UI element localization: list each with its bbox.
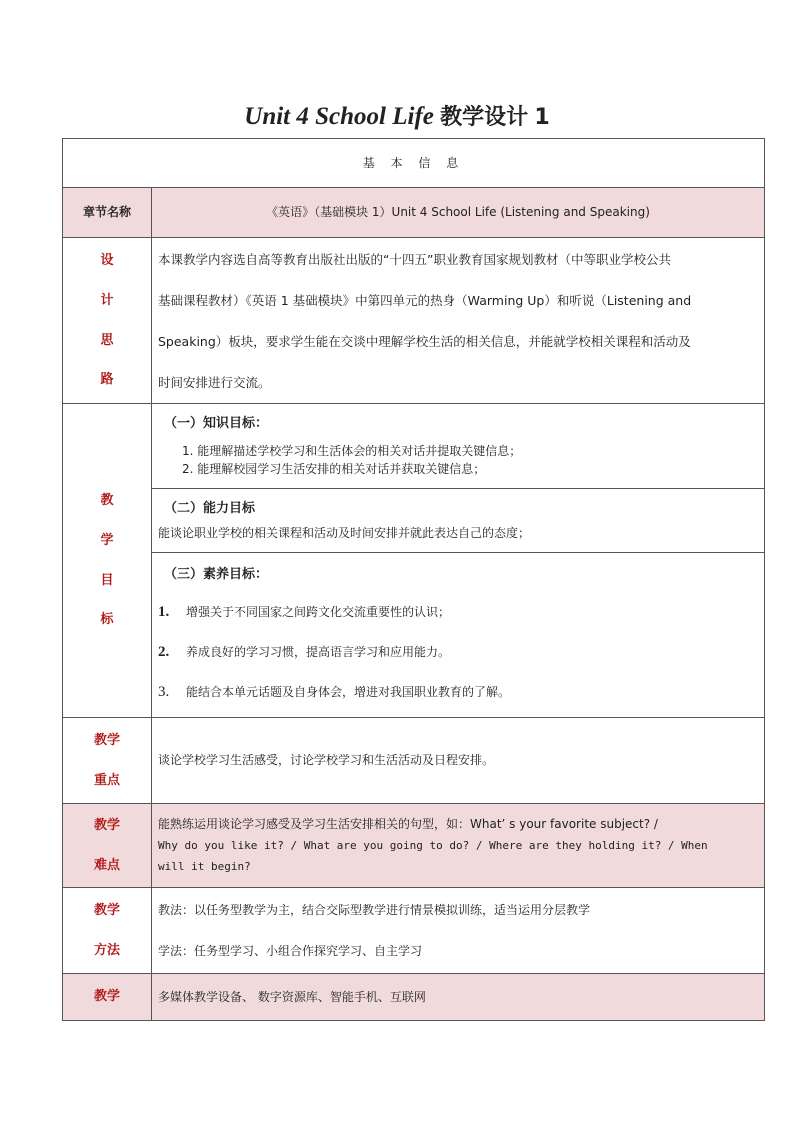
title-number: 1 xyxy=(534,105,550,130)
chapter-value: 《英语》（基础模块 1）Unit 4 School Life (Listening and Speaking) xyxy=(152,188,765,238)
resources-content: 多媒体教学设备、 数字资源库、智能手机、互联网 xyxy=(152,974,765,1021)
method-label: 教学 方法 xyxy=(63,888,152,974)
chapter-label: 章节名称 xyxy=(63,188,152,238)
focus-label: 教学 重点 xyxy=(63,718,152,804)
literacy-goals: （三）素养目标： 1. 增强关于不同国家之间跨文化交流重要性的认识； 2. 养成良好的学习习惯，提高语言学习和应用能力。 3. 能结合本单元话题及自身体会，增进对我国职业教育的了解。 xyxy=(152,553,765,718)
ability-goals: （二）能力目标 能谈论职业学校的相关课程和活动及时间安排并就此表达自己的态度； xyxy=(152,489,765,553)
difficulty-content: 能熟练运用谈论学习感受及学习生活安排相关的句型，如：What’ s your favorite subject? / Why do you like it? / What are you going to do? / Where are they holding it? / When will it begin? xyxy=(152,804,765,888)
resources-label: 教学 xyxy=(63,974,152,1021)
design-label: 设 计 思 路 xyxy=(63,238,152,404)
basic-info-header: 基 本 信 息 xyxy=(63,139,765,188)
method-content: 教法：以任务型教学为主，结合交际型教学进行情景模拟训练，适当运用分层教学 学法：任务型学习、小组合作探究学习、自主学习 xyxy=(152,888,765,974)
focus-content: 谈论学校学习生活感受，讨论学校学习和生活活动及日程安排。 xyxy=(152,718,765,804)
difficulty-label: 教学 难点 xyxy=(63,804,152,888)
title-english: Unit 4 School Life xyxy=(244,103,434,130)
document-title xyxy=(0,100,794,131)
goals-label: 教 学 目 标 xyxy=(63,404,152,718)
design-content: 本课教学内容选自高等教育出版社出版的“十四五”职业教育国家规划教材（中等职业学校公共 基础课程教材）《英语 1 基础模块》中第四单元的热身（Warming Up）和听说（Listening and Speaking）板块，要求学生能在交谈中理解学校生活的相关信息，并能就学校相关课程和活动及 时间安排进行交流。 xyxy=(152,238,765,404)
lesson-plan-table xyxy=(62,138,765,1021)
title-chinese: 教学设计 xyxy=(440,105,529,130)
knowledge-goals: （一）知识目标： 1. 能理解描述学校学习和生活体会的相关对话并提取关键信息； 2. 能理解校园学习生活安排的相关对话并获取关键信息； xyxy=(152,404,765,489)
